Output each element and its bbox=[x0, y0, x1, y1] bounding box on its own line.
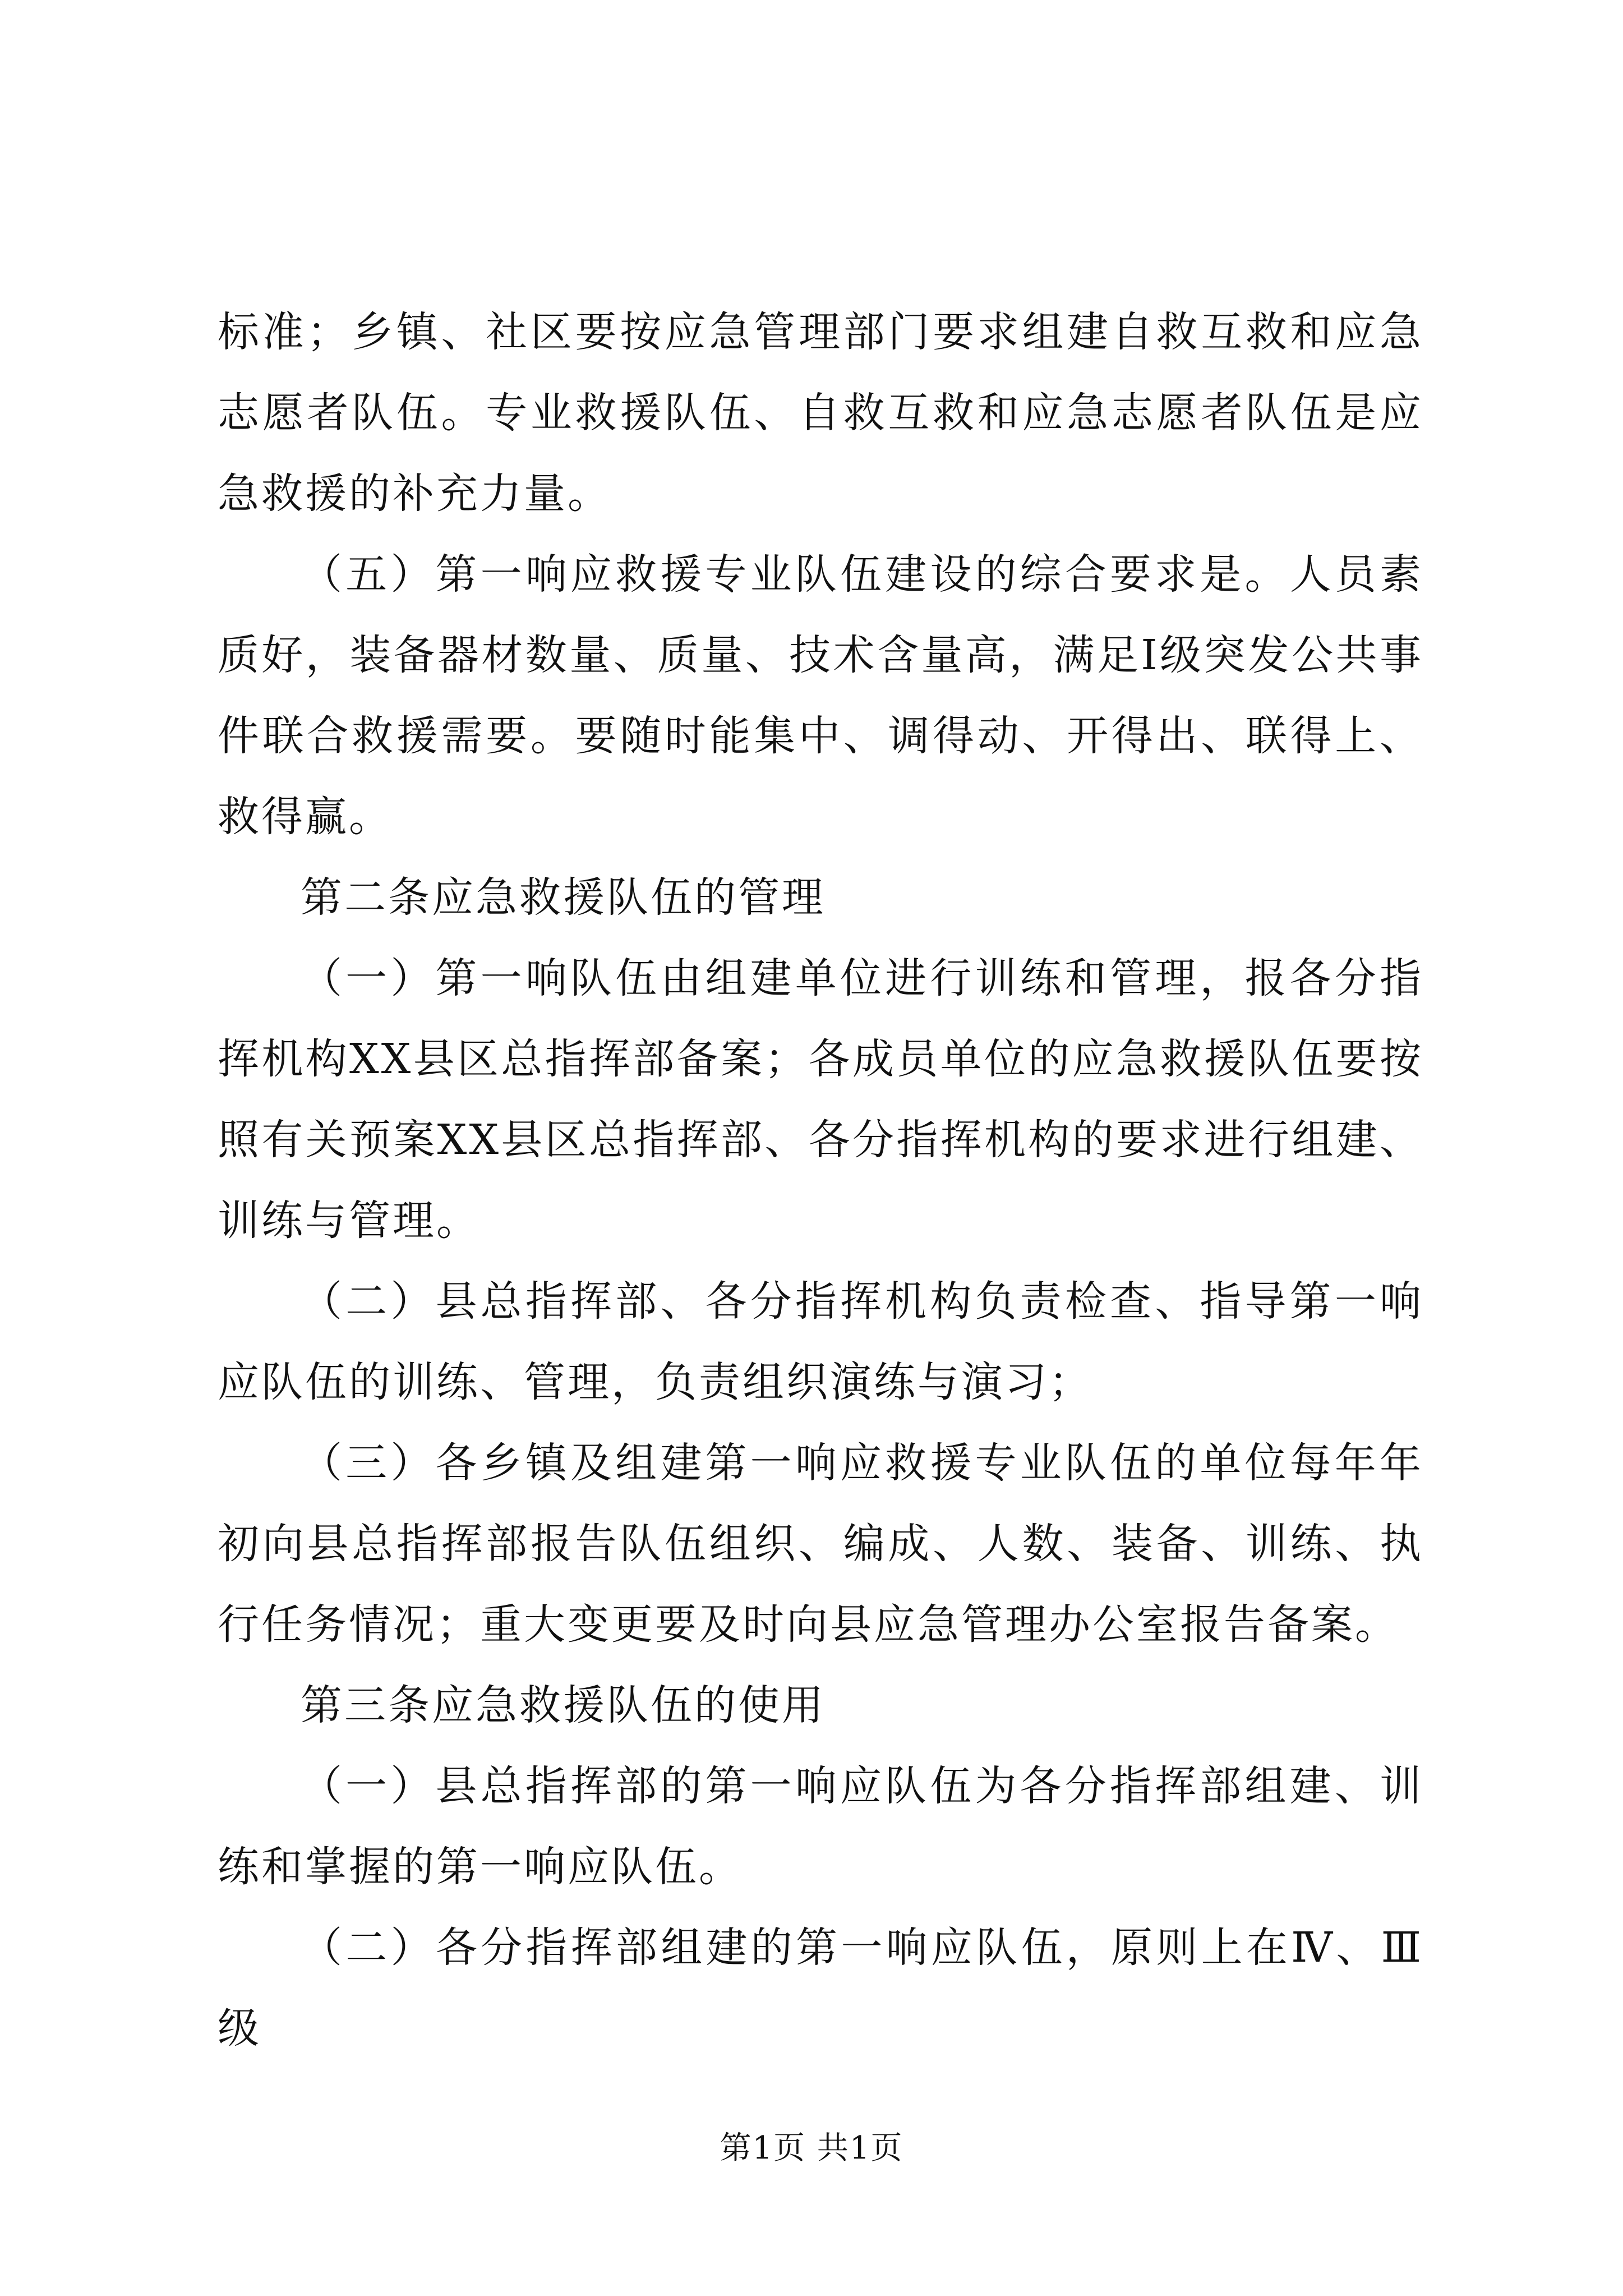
paragraph-continuation: 标准；乡镇、社区要按应急管理部门要求组建自救互救和应急志愿者队伍。专业救援队伍、自救互救和应急志愿者队伍是应急救援的补充力量。 bbox=[218, 308, 1423, 518]
paragraph-item-5: （五）第一响应救援专业队伍建设的综合要求是。人员素质好，装备器材数量、质量、技术含量高，满足Ⅰ级突发公共事件联合救援需要。要随时能集中、调得动、开得出、联得上、救得赢。 bbox=[218, 550, 1423, 841]
paragraph-article-2-item-3: （三）各乡镇及组建第一响应救援专业队伍的单位每年年初向县总指挥部报告队伍组织、编成、人数、装备、训练、执行任务情况；重大变更要及时向县应急管理办公室报告备案。 bbox=[218, 1439, 1423, 1649]
section-heading-article-3: 第三条应急救援队伍的使用 bbox=[301, 1681, 826, 1729]
paragraph-article-3-item-2: （二）各分指挥部组建的第一响应队伍，原则上在Ⅳ、Ⅲ级 bbox=[218, 1924, 1423, 2053]
section-heading-article-2: 第二条应急救援队伍的管理 bbox=[301, 873, 826, 922]
page-number-footer: 第1页 共1页 bbox=[720, 2130, 903, 2166]
paragraph-article-2-item-1: （一）第一响队伍由组建单位进行训练和管理，报各分指挥机构XX县区总指挥部备案；各成员单位的应急救援队伍要按照有关预案XX县区总指挥部、各分指挥机构的要求进行组建、训练与管理。 bbox=[218, 954, 1423, 1245]
paragraph-article-2-item-2: （二）县总指挥部、各分指挥机构负责检查、指导第一响应队伍的训练、管理，负责组织演练与演习； bbox=[218, 1277, 1423, 1406]
document-body bbox=[218, 292, 1423, 2069]
paragraph-article-3-item-1: （一）县总指挥部的第一响应队伍为各分指挥部组建、训练和掌握的第一响应队伍。 bbox=[218, 1762, 1423, 1891]
